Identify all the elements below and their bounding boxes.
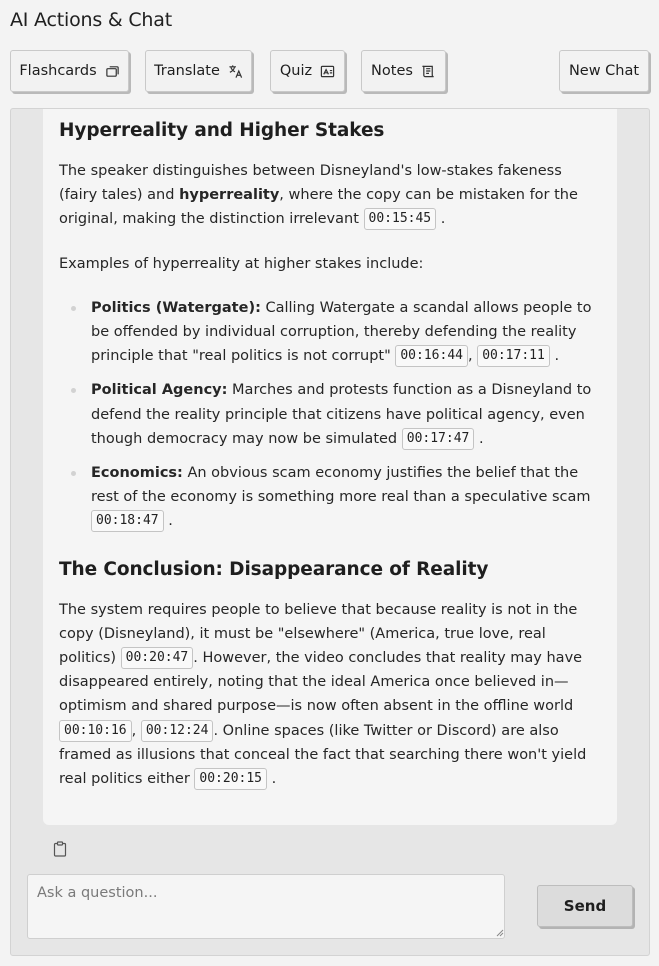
paragraph	[59, 159, 601, 232]
timestamp-link[interactable]: 00:12:24	[141, 720, 214, 742]
translate-label: Translate	[154, 63, 220, 79]
bold-text: hyperreality	[179, 187, 280, 204]
timestamp-link[interactable]: 00:20:15	[194, 768, 267, 790]
text: An obvious scam economy justifies the belief that the rest of the economy is something more real than a speculative scam	[91, 465, 591, 506]
text: .	[168, 513, 173, 530]
chat-panel	[10, 108, 650, 956]
flashcards-label: Flashcards	[19, 63, 97, 79]
timestamp-link[interactable]: 00:18:47	[91, 510, 164, 532]
notes-icon	[421, 64, 436, 79]
text: .	[478, 430, 484, 447]
list-item	[59, 378, 601, 451]
text: , where the copy can be mistaken for the original, making the distinction irrelevant	[59, 187, 578, 228]
new-chat-button[interactable]	[559, 50, 649, 92]
notes-button[interactable]	[361, 50, 446, 92]
translate-button[interactable]	[145, 50, 252, 92]
list-item	[59, 461, 601, 534]
paragraph	[59, 598, 601, 792]
list-item	[59, 296, 601, 369]
timestamp-link[interactable]: 00:20:47	[121, 647, 194, 669]
examples-list	[59, 296, 601, 534]
timestamp-link[interactable]: 00:16:44	[395, 345, 468, 367]
timestamp-link[interactable]: 00:10:16	[59, 720, 132, 742]
section-heading: The Conclusion: Disappearance of Reality	[59, 558, 489, 580]
quiz-button[interactable]	[270, 50, 345, 92]
text: .	[440, 211, 446, 228]
resize-handle-icon[interactable]	[496, 929, 504, 937]
clipboard-icon[interactable]	[53, 841, 67, 857]
cards-icon	[105, 64, 120, 79]
paragraph: Examples of hyperreality at higher stakes include:	[59, 255, 424, 272]
question-input[interactable]	[27, 874, 505, 939]
text: The speaker distinguishes between Disneyland's low-stakes fakeness (fairy tales) and	[59, 163, 562, 204]
timestamp-link[interactable]: 00:17:11	[477, 345, 550, 367]
send-button[interactable]: Send	[537, 885, 633, 927]
text: .	[554, 348, 560, 365]
app-title: AI Actions & Chat	[10, 9, 172, 31]
text: .	[271, 771, 277, 788]
quiz-icon	[320, 64, 335, 79]
bold-text: Economics:	[91, 465, 183, 482]
assistant-message	[43, 109, 617, 825]
text: ,	[467, 348, 478, 365]
bold-text: Politics (Watergate):	[91, 299, 261, 316]
text: Marches and protests function as a Disneyland to defend the reality principle that citizens have political agency, even though democracy may now be simulated	[91, 382, 592, 447]
timestamp-link[interactable]: 00:17:47	[402, 428, 475, 450]
timestamp-link[interactable]: 00:15:45	[364, 208, 437, 230]
section-heading: Hyperreality and Higher Stakes	[59, 120, 385, 141]
text: ,	[131, 722, 141, 739]
action-toolbar	[0, 50, 659, 94]
notes-label: Notes	[371, 63, 413, 79]
quiz-label: Quiz	[279, 63, 313, 79]
text: . However, the video concludes that reality may have disappeared entirely, noting that the ideal America once believed in—optimism and shared purpose—is now often absent in the offline world	[59, 650, 583, 715]
translate-icon	[228, 64, 243, 79]
flashcards-button[interactable]	[10, 50, 129, 92]
bold-text: Political Agency:	[91, 382, 228, 399]
text: The system requires people to believe that because reality is not in the copy (Disneyland), it must be "elsewhere" (America, true love, real politics)	[59, 601, 578, 667]
text: . Online spaces (like Twitter or Discord) are also framed as illusions that conceal the fact that searching there won't yield real politics either	[59, 722, 587, 788]
new-chat-label: New Chat	[568, 63, 640, 79]
text: Calling Watergate a scandal allows people to be offended by individual corruption, thereby defending the reality principle that "real politics is not corrupt"	[91, 299, 592, 365]
